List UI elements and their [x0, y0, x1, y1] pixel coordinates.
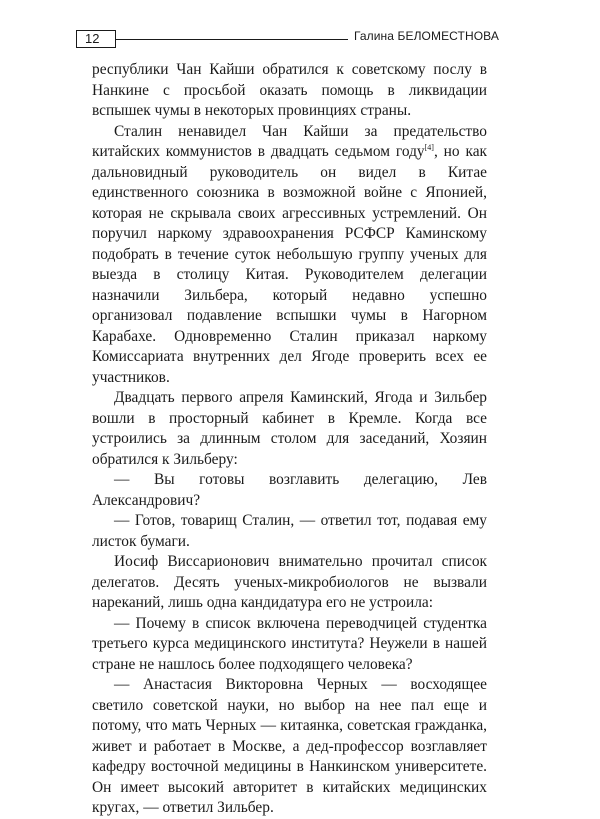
paragraph-2-text-after: , но как дальновидный руководитель он видел в Китае единственного союзника в возможной войне с Японией, которая не скрывала своих агрессивных устремлений. Он поручил наркому здравоохранения РСФСР Каминскому подобрать в течение суток небольшую группу ученых для выезда в столицу Китая. Руководителем делегации назначили Зильбера, который недавно успешно организовал подавление вспышки чумы в Нагорном Карабахе. Одновременно Сталин приказал наркому Комиссариата внутренних дел Ягоде проверить всех ее участников.: [92, 143, 488, 386]
paragraph-3: Двадцать первого апреля Каминский, Ягода и Зильбер вошли в просторный кабинет в Кремле. Когда все устроились за длинным столом для заседаний, Хозяин обратился к Зильберу:: [92, 389, 487, 468]
paragraph-5: — Готов, товарищ Сталин, — ответил тот, подавая ему листок бумаги.: [92, 512, 487, 550]
body-text: [92, 60, 487, 819]
paragraph-2-text-before: Сталин ненавидел Чан Кайши за предательство китайских коммунистов в двадцать седьмом году: [92, 122, 487, 160]
paragraph-6: Иосиф Виссарионович внимательно прочитал список делегатов. Десять ученых-микробиологов не вызвали нареканий, лишь одна кандидатура его не устроила:: [92, 553, 487, 611]
running-title: Галина БЕЛОМЕСТНОВА: [348, 29, 499, 43]
paragraph-4: — Вы готовы возглавить делегацию, Лев Александрович?: [92, 471, 487, 509]
paragraph-8: — Анастасия Викторовна Черных — восходящее светило советской науки, но выбор на нее пал еще и потому, что мать Черных — китаянка, советская гражданка, живет и работает в Москве, а дед-профессор возглавляет кафедру восточной медицины в Нанкинском университете. Он имеет высокий авторитет в китайских медицинских кругах, — ответил Зильбер.: [92, 676, 487, 816]
page-number: 12: [76, 30, 116, 48]
paragraph-7: — Почему в список включена переводчицей студентка третьего курса медицинского института? Неужели в нашей стране не нашлось более подходящего человека?: [92, 614, 487, 673]
paragraph-1: республики Чан Кайши обратился к советскому послу в Нанкине с просьбой оказать помощь в ликвидации вспышек чумы в некоторых провинциях страны.: [92, 61, 487, 119]
footnote-ref[interactable]: [4]: [424, 143, 434, 152]
paragraph-2: [92, 122, 487, 389]
page-header: [76, 30, 499, 48]
